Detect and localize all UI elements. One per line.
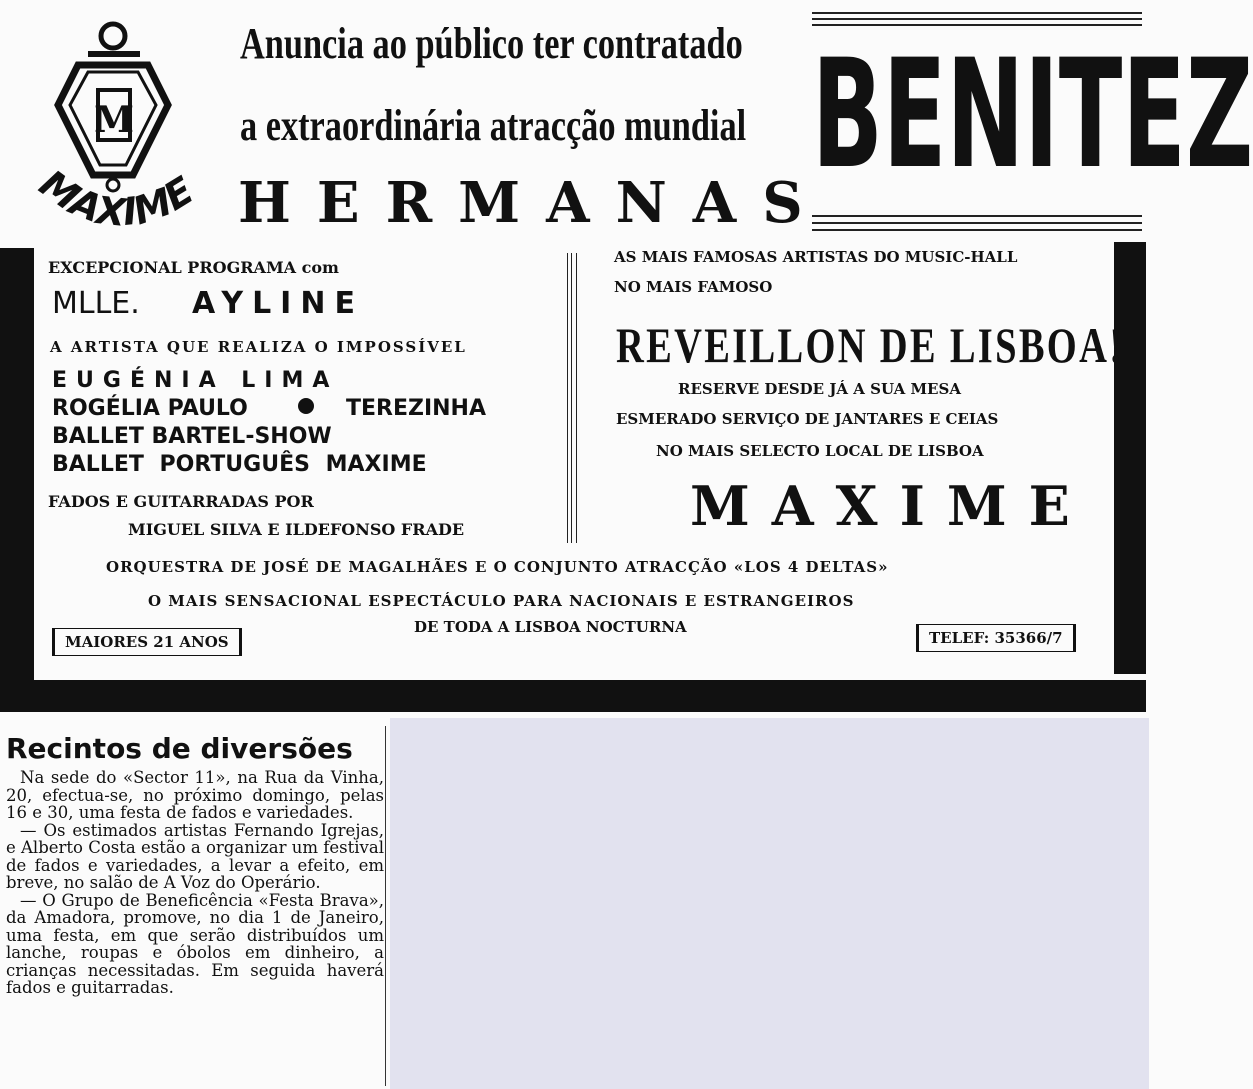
rule-bottom	[812, 215, 1142, 217]
headline-benitez: BENITEZ	[812, 28, 1253, 202]
headline-hermanas: HERMANAS	[238, 170, 829, 236]
article-title: Recintos de diversões	[6, 732, 353, 765]
spectacle-line-2: DE TODA A LISBOA NOCTURNA	[414, 618, 687, 636]
frame-left-bar	[0, 248, 34, 688]
phone-badge: TELEF: 35366/7	[916, 624, 1076, 652]
rule-bottom	[812, 229, 1142, 231]
rule-top	[812, 18, 1142, 20]
program-intro: EXCEPCIONAL PROGRAMA com	[48, 258, 339, 277]
svg-text:MAXIME: MAXIME	[31, 161, 202, 235]
empty-panel	[390, 718, 1149, 1089]
headline-announce: Anuncia ao público ter contratado	[240, 19, 743, 68]
ballet-portugues-maxime: BALLET PORTUGUÊS MAXIME	[52, 452, 427, 477]
eugenia-lima: EUGÉNIA LIMA	[52, 368, 339, 393]
ayline-name: AYLINE	[192, 286, 364, 321]
most-famous: NO MAIS FAMOSO	[614, 278, 773, 296]
orchestra-line: ORQUESTRA DE JOSÉ DE MAGALHÃES E O CONJUNTO ATRACÇÃO «LOS 4 DELTAS»	[106, 558, 889, 576]
bullet-dot-icon	[298, 398, 314, 414]
frame-bottom-bar	[0, 680, 1146, 712]
ballet-bartel-show: BALLET BARTEL-SHOW	[52, 424, 332, 449]
rule-top	[812, 24, 1142, 26]
article-paragraph: — Os estimados artistas Fernando Igrejas, e Alberto Costa estão a organizar um festival de fados e variedades, a levar a efeito, em breve, no salão de A Voz do Operário.	[6, 820, 384, 892]
maxime-logo-wordmark	[18, 150, 228, 245]
maxime-name: MAXIME	[690, 474, 1092, 538]
fados-names: MIGUEL SILVA E ILDEFONSO FRADE	[128, 520, 465, 539]
fados-intro: FADOS E GUITARRADAS POR	[48, 492, 314, 511]
reveillon-title: REVEILLON DE LISBOA!	[616, 317, 1125, 373]
age-badge: MAIORES 21 ANOS	[52, 628, 242, 656]
article-body	[6, 769, 384, 997]
famous-artists: AS MAIS FAMOSAS ARTISTAS DO MUSIC-HALL	[614, 248, 1018, 266]
artist-tagline: A ARTISTA QUE REALIZA O IMPOSSÍVEL	[50, 338, 467, 356]
article-recintos	[6, 732, 384, 997]
rogelia-paulo: ROGÉLIA PAULO	[52, 396, 248, 421]
spectacle-line-1: O MAIS SENSACIONAL ESPECTÁCULO PARA NACIONAIS E ESTRANGEIROS	[148, 592, 855, 610]
rule-bottom	[812, 222, 1142, 224]
column-divider	[567, 253, 577, 543]
article-paragraph: — O Grupo de Beneficência «Festa Brava», da Amadora, promove, no dia 1 de Janeiro, uma festa, em que serão distribuídos um lanche, roupas e óbolos em dinheiro, a crianças necessitadas. Em seguida haverá fados e guitarradas.	[6, 890, 384, 997]
svg-text:M: M	[94, 99, 134, 141]
select-local-line: NO MAIS SELECTO LOCAL DE LISBOA	[656, 442, 984, 460]
headline-attraction: a extraordinária atracção mundial	[240, 101, 747, 150]
rule-top	[812, 12, 1142, 14]
frame-right-bar	[1114, 242, 1146, 674]
terezinha: TEREZINHA	[346, 396, 486, 421]
mlle-label: MLLE.	[52, 286, 140, 321]
column-rule	[385, 726, 386, 1086]
article-paragraph: Na sede do «Sector 11», na Rua da Vinha, 20, efectua-se, no próximo domingo, pelas 16 e 30, uma festa de fados e variedades.	[6, 768, 384, 822]
reserve-line: RESERVE DESDE JÁ A SUA MESA	[678, 380, 961, 398]
service-line: ESMERADO SERVIÇO DE JANTARES E CEIAS	[616, 410, 999, 428]
